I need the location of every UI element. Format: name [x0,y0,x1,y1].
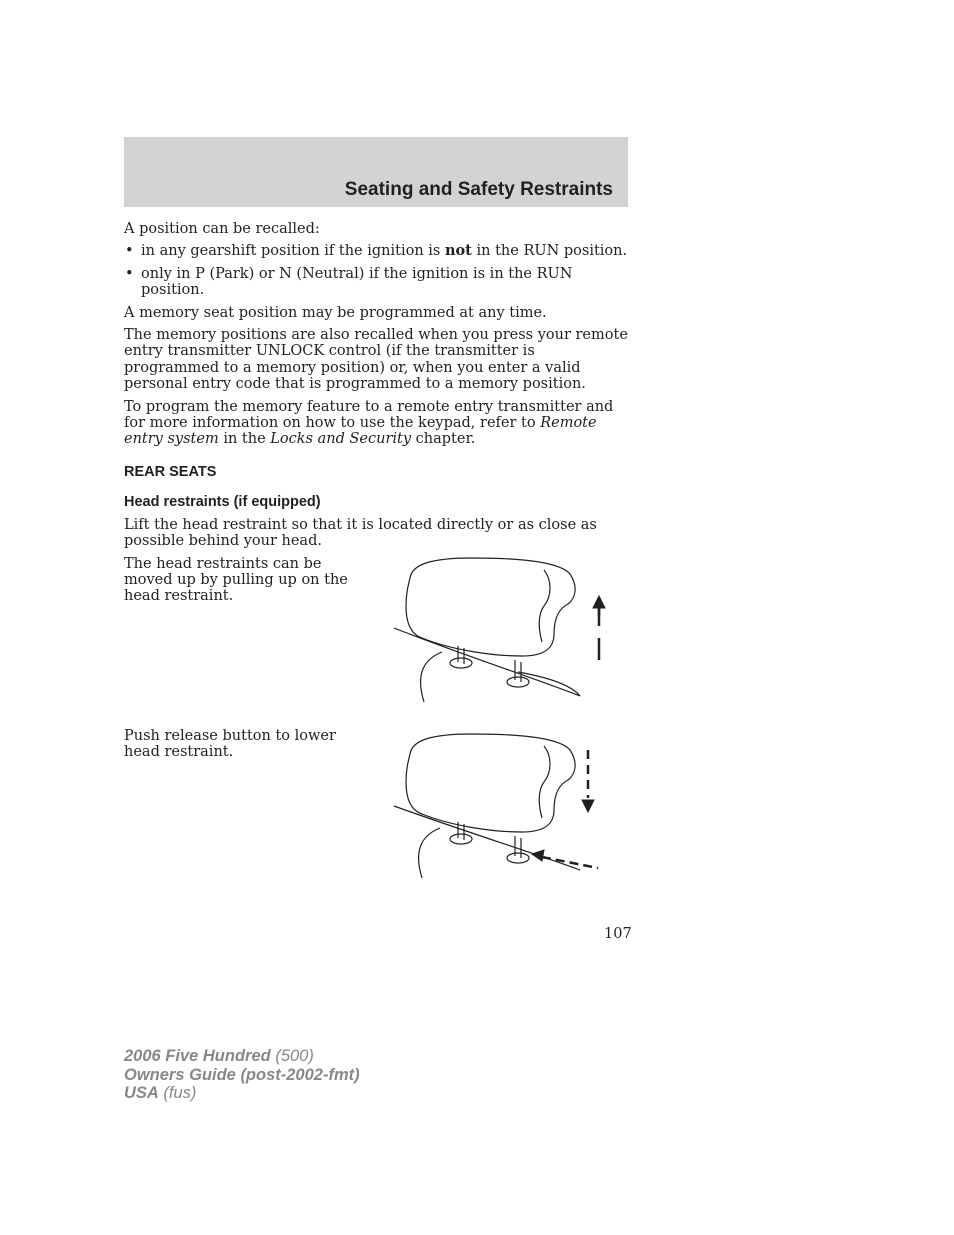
head-restraint-down-illustration [392,732,628,898]
footer-line-guide: Owners Guide (post-2002-fmt) [124,1065,360,1084]
list-item: • in any gearshift position if the ignition is not in the RUN position. [124,243,628,259]
page-content [124,221,628,898]
heading-rear-seats: REAR SEATS [124,463,217,480]
paragraph-refer-chapter: To program the memory feature to a remote entry transmitter and for more information on how to use the keypad, refer to Remote entry system in the Locks and Security chapter. [124,398,614,448]
list-item: • only in P (Park) or N (Neutral) if the ignition is in the RUN position. [124,266,628,299]
caption-raise: The head restraints can be moved up by pulling up on the head restraint. [124,555,348,605]
intro-text: A position can be recalled: [124,221,320,237]
page-number: 107 [604,926,632,942]
paragraph-lift-restraint: Lift the head restraint so that it is located directly or as close as possible behind your head. [124,516,597,550]
recall-conditions-list [124,243,628,298]
footer-line-model: 2006 Five Hundred (500) [124,1047,314,1065]
link-text-locks-security: Locks and Security [270,431,412,448]
footer-line-market: USA (fus) [124,1084,197,1102]
paragraph-memory-recalled: The memory positions are also recalled when you press your remote entry transmitter UNLOCK control (if the transmitter is programmed to a memory position) or, when you enter a valid personal entry code that is programmed to a memory position. [124,327,628,393]
figure-lower-restraint [124,728,628,898]
section-header-band [124,137,628,207]
section-title: Seating and Safety Restraints [344,179,613,200]
link-text-remote-entry: Remote entry system [124,415,597,448]
heading-head-restraints: Head restraints (if equipped) [124,494,321,511]
head-restraint-up-illustration [392,556,628,726]
figure-raise-restraint [124,556,628,726]
caption-lower: Push release button to lower head restraint. [124,727,336,760]
document-footer [124,1047,360,1103]
paragraph-program-anytime: A memory seat position may be programmed at any time. [124,304,547,321]
